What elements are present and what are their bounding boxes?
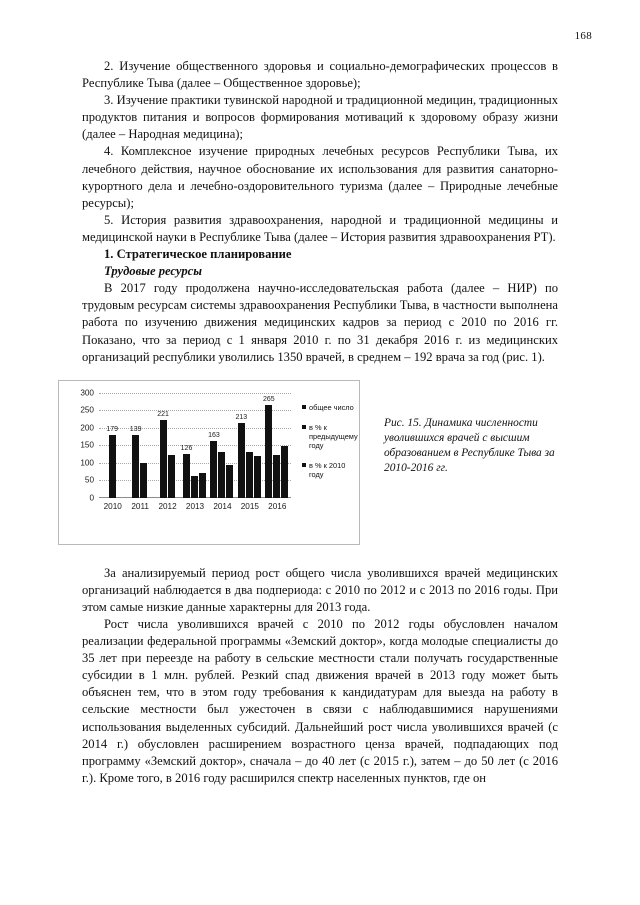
chart-x-tick-label: 2011	[131, 501, 149, 511]
chart-y-tick-label: 300	[80, 388, 94, 398]
figure-caption: Рис. 15. Динамика численности уволившихся врачей с высшим образованием в Республике Тыва за 2010-2016 гг.	[384, 416, 555, 474]
paragraph-item-2: 2. Изучение общественного здоровья и социально-демографических процессов в Республике Тыва (далее – Общественное здоровье);	[82, 59, 558, 91]
legend-label: общее число	[309, 402, 354, 412]
legend-label: в % к предыдущему году	[309, 422, 358, 450]
chart-bar	[210, 441, 217, 498]
chart-bar	[160, 420, 167, 497]
chart-bar	[218, 452, 225, 498]
chart-bar	[254, 456, 261, 498]
chart-x-tick-label: 2012	[158, 501, 177, 511]
section-heading: 1. Стратегическое планирование	[104, 247, 292, 262]
chart-y-tick-label: 250	[80, 405, 94, 415]
figure-spacer-top	[82, 366, 558, 380]
chart-data-label: 139	[129, 426, 142, 434]
chart-y-tick-label: 0	[89, 493, 94, 503]
legend-item	[302, 461, 360, 479]
legend-item	[302, 423, 360, 450]
chart-data-label: 213	[235, 414, 248, 422]
figure-spacer-bottom	[82, 552, 558, 565]
paragraph-item-4: 4. Комплексное изучение природных лечебных ресурсов Республики Тыва, их лечебного действия, научное обоснование их использования для развития санаторно-курортного дела и лечебно-оздоровительного туризма (далее – Природные лечебные ресурсы);	[82, 144, 558, 210]
chart-bar	[265, 405, 272, 498]
chart-data-label: 163	[208, 431, 220, 439]
chart-x-tick-label: 2016	[268, 501, 287, 511]
legend-item	[302, 403, 360, 412]
chart-plot-area	[80, 388, 291, 503]
paragraph-after-2: Рост числа уволившихся врачей с 2010 по 2012 годы обусловлен началом реализации федеральной программы «Земский доктор», когда молодые специалисты до 35 лет при переезде на работу в сельские местности стали получать государственные субсидии в 1 млн. рублей. Резкий спад движения врачей в 2013 году может быть объяснен тем, что в этом году требования к кандидатурам для выезда на работу в сельские местности был ужесточен в связи с наблюдавшимися нарушениями использования выделенных субсидий. Дальнейший рост числа уволившихся врачей (с 2014 г.) обусловлен расширением возрастного ценза врачей, подпадающих под программу «Земский доктор», сначала – до 40 лет (с 2015 г.), затем – до 50 лет (с 2016 г.). Кроме того, в 2016 году расширился спектр населенных пунктов, где он	[82, 616, 558, 785]
paragraph-before-figure: В 2017 году продолжена научно-исследовательская работа (далее – НИР) по трудовым ресурсам системы здравоохранения Республики Тыва, в частности выполнена работа по изучению движения медицинских кадров за период с 2010 по 2016 гг. Показано, что за период с 1 января 2010 г. по 31 декабря 2016 г. из медицинских организаций республики уволились 1350 врачей, в среднем – 192 врача за год (рис. 1).	[82, 281, 558, 364]
chart-gridline	[99, 428, 291, 429]
chart-gridline	[99, 410, 291, 411]
chart-y-tick-label: 150	[80, 440, 94, 450]
chart-bar	[140, 463, 147, 498]
chart-bar	[132, 435, 139, 498]
chart-data-label: 221	[157, 411, 169, 419]
legend-label: в % к 2010 году	[309, 460, 346, 479]
paragraph-item-5: 5. История развития здравоохранения, народной и традиционной медицины и медицинской науки в Республике Тыва (далее – История развития здравоохранения РТ).	[82, 212, 558, 244]
chart-bar	[273, 455, 280, 498]
chart-data-label: 126	[180, 444, 193, 452]
legend-swatch-icon	[302, 463, 306, 467]
chart-bar	[238, 423, 245, 498]
chart-x-tick-label: 2015	[240, 501, 259, 511]
page-number: 168	[574, 30, 592, 42]
chart-bar	[246, 452, 253, 498]
chart-x-tick-label: 2010	[103, 501, 122, 511]
chart-y-tick-label: 100	[80, 458, 94, 468]
chart-legend	[302, 403, 360, 490]
figure-block	[82, 380, 558, 552]
chart-gridline	[99, 445, 291, 446]
chart-y-tick-label: 50	[84, 475, 94, 485]
chart-bar	[281, 446, 288, 497]
chart-gridline	[99, 393, 291, 394]
chart-bar	[109, 435, 116, 498]
chart-x-tick-label: 2014	[213, 501, 232, 511]
chart-x-tick-labels	[99, 502, 291, 516]
paragraph-after-1: За анализируемый период рост общего числа уволившихся врачей медицинских организаций наблюдается в два подпериода: с 2010 по 2012 и с 2013 по 2016 годы. При этом самые низкие данные характерны для 2013 года.	[82, 565, 558, 614]
chart-gridline	[99, 463, 291, 464]
chart-data-label: 179	[106, 426, 119, 434]
paragraph-item-3: 3. Изучение практики тувинской народной и традиционной медицин, традиционных продуктов питания и вопросов формирования мотиваций к здоровому образу жизни (далее – Народная медицина);	[82, 93, 558, 142]
chart-data-label: 265	[262, 395, 275, 403]
chart-bar	[191, 476, 198, 498]
legend-swatch-icon	[302, 405, 306, 409]
legend-swatch-icon	[302, 425, 306, 429]
chart-bar	[168, 455, 175, 498]
chart-bar	[199, 473, 206, 498]
page-content	[82, 58, 558, 787]
chart-x-tick-label: 2013	[185, 501, 205, 511]
bar-chart	[58, 380, 360, 545]
subsection-heading: Трудовые ресурсы	[104, 264, 202, 279]
chart-bar	[183, 454, 190, 498]
chart-y-tick-label: 200	[80, 423, 94, 433]
chart-bar	[226, 465, 233, 498]
